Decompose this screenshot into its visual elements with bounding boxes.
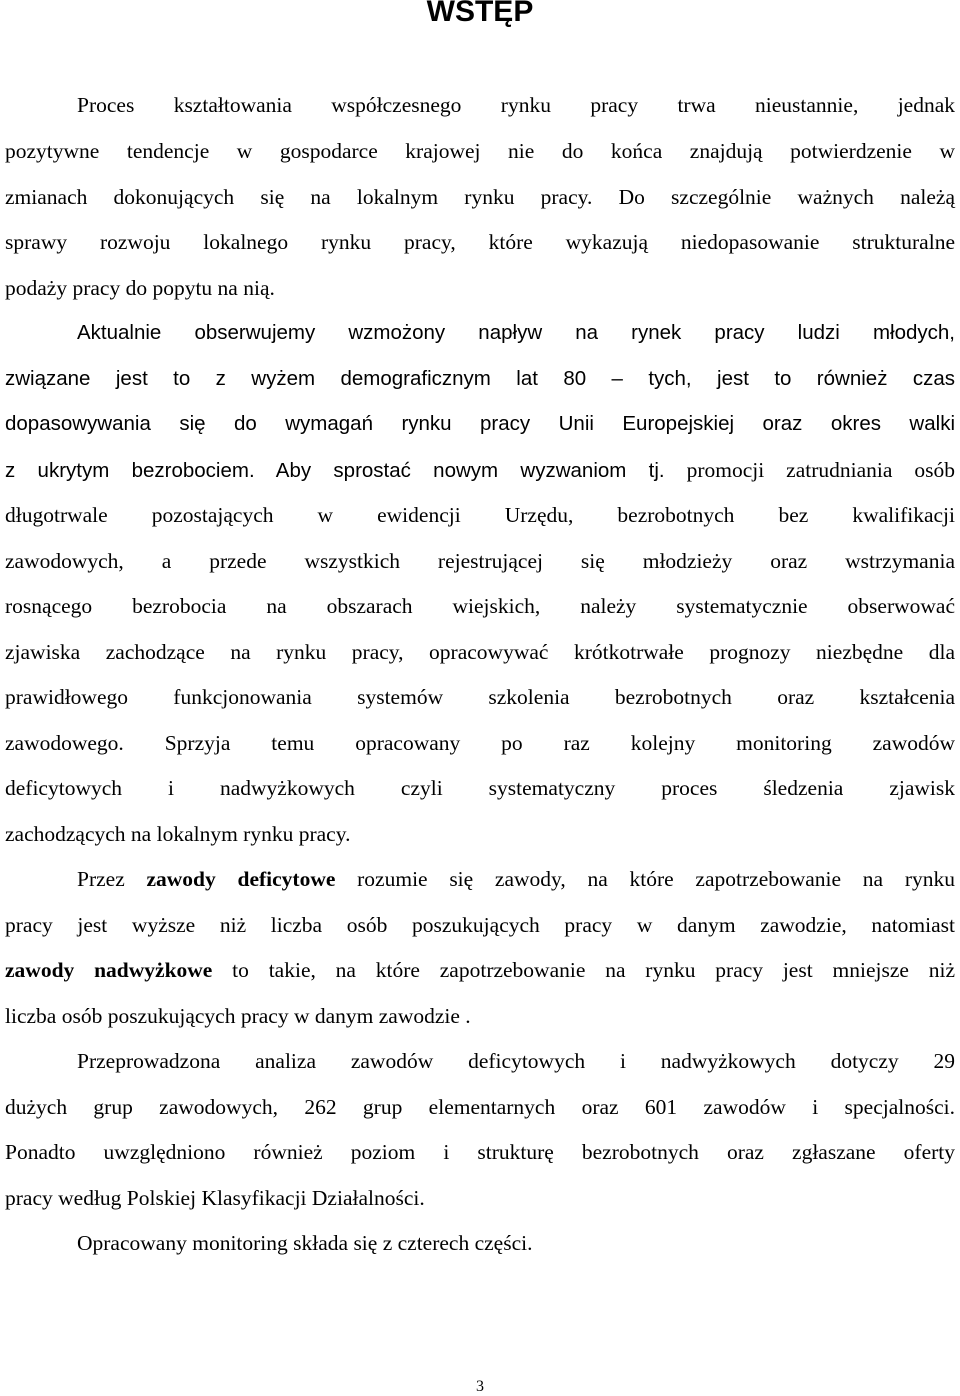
text-line [5,274,955,302]
text-run: Aktualnie obserwujemy wzmożony napływ na rynek pracy ludzi młodych, [77,321,955,344]
bold-term: zawody deficytowe [146,867,336,891]
text-run: z ukrytym bezrobociem. Aby sprostać nowym wyzwaniom tj. [5,459,665,482]
text-line [5,1138,955,1166]
text-run: pozytywne tendencje w gospodarce krajowej nie do końca znajdują potwierdzenie w [5,139,955,163]
text-run: Proces kształtowania współczesnego rynku pracy trwa nieustannie, jednak [77,93,955,117]
text-run: rosnącego bezrobocia na obszarach wiejskich, należy systematycznie obserwować [5,594,955,618]
text-run: podaży pracy do popytu na nią. [5,276,275,300]
text-run: liczba osób poszukujących pracy w danym zawodzie . [5,1004,471,1028]
text-line [5,456,955,484]
text-line [5,228,955,256]
text-line [5,1002,955,1030]
text-line [5,547,955,575]
text-run: związane jest to z wyżem demograficznym lat 80 – tych, jest to również czas [5,367,955,390]
text-line [5,911,955,939]
page-number: 3 [476,1378,484,1395]
text-line [5,1184,955,1212]
text-run: dużych grup zawodowych, 262 grup elementarnych oraz 601 zawodów i specjalności. [5,1095,955,1119]
text-run: rozumie się zawody, na które zapotrzebowanie na rynku [335,867,955,891]
text-line [5,410,955,438]
text-run: Opracowany monitoring składa się z czterech części. [77,1231,533,1255]
text-run: zawodowego. Sprzyja temu opracowany po raz kolejny monitoring zawodów [5,731,955,755]
text-line [5,592,955,620]
text-run: dopasowywania się do wymagań rynku pracy Unii Europejskiej oraz okres walki [5,412,955,435]
text-run: długotrwale pozostających w ewidencji Urzędu, bezrobotnych bez kwalifikacji [5,503,955,527]
text-line [5,638,955,666]
text-line [5,1047,955,1075]
text-line [5,183,955,211]
text-line [5,956,955,984]
text-run: zachodzących na lokalnym rynku pracy. [5,822,351,846]
text-line [5,1093,955,1121]
text-run: pracy jest wyższe niż liczba osób poszukujących pracy w danym zawodzie, natomiast [5,913,955,937]
text-run: Przez [77,867,147,891]
bold-term: zawody nadwyżkowe [5,958,213,982]
text-run: sprawy rozwoju lokalnego rynku pracy, które wykazują niedopasowanie strukturalne [5,230,955,254]
text-run: Ponadto uwzględniono również poziom i strukturę bezrobotnych oraz zgłaszane oferty [5,1140,955,1164]
text-line [5,365,955,393]
text-line [5,1229,955,1257]
text-line [5,319,955,347]
text-line [5,91,955,119]
text-run: zjawiska zachodzące na rynku pracy, opracowywać krótkotrwałe prognozy niezbędne dla [5,640,955,664]
text-line [5,683,955,711]
text-run: deficytowych i nadwyżkowych czyli systematyczny proces śledzenia zjawisk [5,776,955,800]
text-run: zmianach dokonujących się na lokalnym rynku pracy. Do szczególnie ważnych należą [5,185,955,209]
text-run: Przeprowadzona analiza zawodów deficytowych i nadwyżkowych dotyczy 29 [77,1049,955,1073]
text-run: prawidłowego funkcjonowania systemów szkolenia bezrobotnych oraz kształcenia [5,685,955,709]
text-run: promocji zatrudniania osób [664,458,955,482]
text-line [5,729,955,757]
page-title: WSTĘP [426,0,534,28]
text-run: pracy według Polskiej Klasyfikacji Działalności. [5,1186,425,1210]
text-line [5,820,955,848]
text-run: to takie, na które zapotrzebowanie na rynku pracy jest mniejsze niż [212,958,955,982]
text-line [5,865,955,893]
text-line [5,137,955,165]
text-run: zawodowych, a przede wszystkich rejestrującej się młodzieży oraz wstrzymania [5,549,955,573]
text-line [5,774,955,802]
text-line [5,501,955,529]
